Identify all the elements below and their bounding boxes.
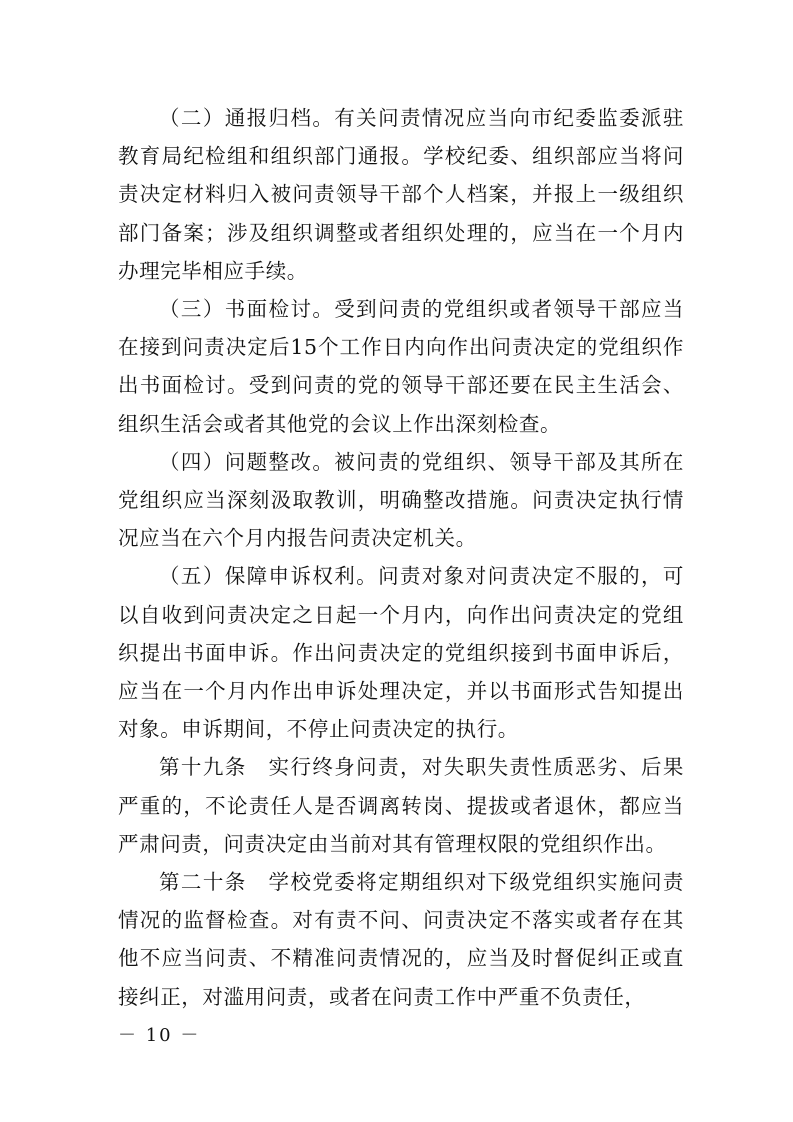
- paragraph-written-self-criticism: （三）书面检讨。受到问责的党组织或者领导干部应当在接到问责决定后15个工作日内向作出问责决定的党组织作出书面检讨。受到问责的党的领导干部还要在民主生活会、组织生活会或者其他党的会议上作出深刻检查。: [118, 297, 684, 436]
- page-number: － 10 －: [118, 1025, 201, 1046]
- body-text: [118, 99, 684, 1016]
- paragraph-article-19: 第十九条 实行终身问责，对失职失责性质恶劣、后果严重的，不论责任人是否调离转岗、提拔或者退休，都应当严肃问责，问责决定由当前对其有管理权限的党组织作出。: [118, 755, 684, 856]
- paragraph-appeal-rights: （五）保障申诉权利。问责对象对问责决定不服的，可以自收到问责决定之日起一个月内，向作出问责决定的党组织提出书面申诉。作出问责决定的党组织接到书面申诉后，应当在一个月内作出申诉处理决定，并以书面形式告知提出对象。申诉期间，不停止问责决定的执行。: [118, 564, 684, 742]
- paragraph-notification-archiving: （二）通报归档。有关问责情况应当向市纪委监委派驻教育局纪检组和组织部门通报。学校纪委、组织部应当将问责决定材料归入被问责领导干部个人档案，并报上一级组织部门备案；涉及组织调整或者组织处理的，应当在一个月内办理完毕相应手续。: [118, 106, 684, 283]
- paragraph-article-20: 第二十条 学校党委将定期组织对下级党组织实施问责情况的监督检查。对有责不问、问责决定不落实或者存在其他不应当问责、不精准问责情况的，应当及时督促纠正或直接纠正，对滥用问责，或者在问责工作中严重不负责任，: [118, 870, 684, 1009]
- paragraph-problem-rectification: （四）问题整改。被问责的党组织、领导干部及其所在党组织应当深刻汲取教训，明确整改措施。问责决定执行情况应当在六个月内报告问责决定机关。: [118, 449, 684, 551]
